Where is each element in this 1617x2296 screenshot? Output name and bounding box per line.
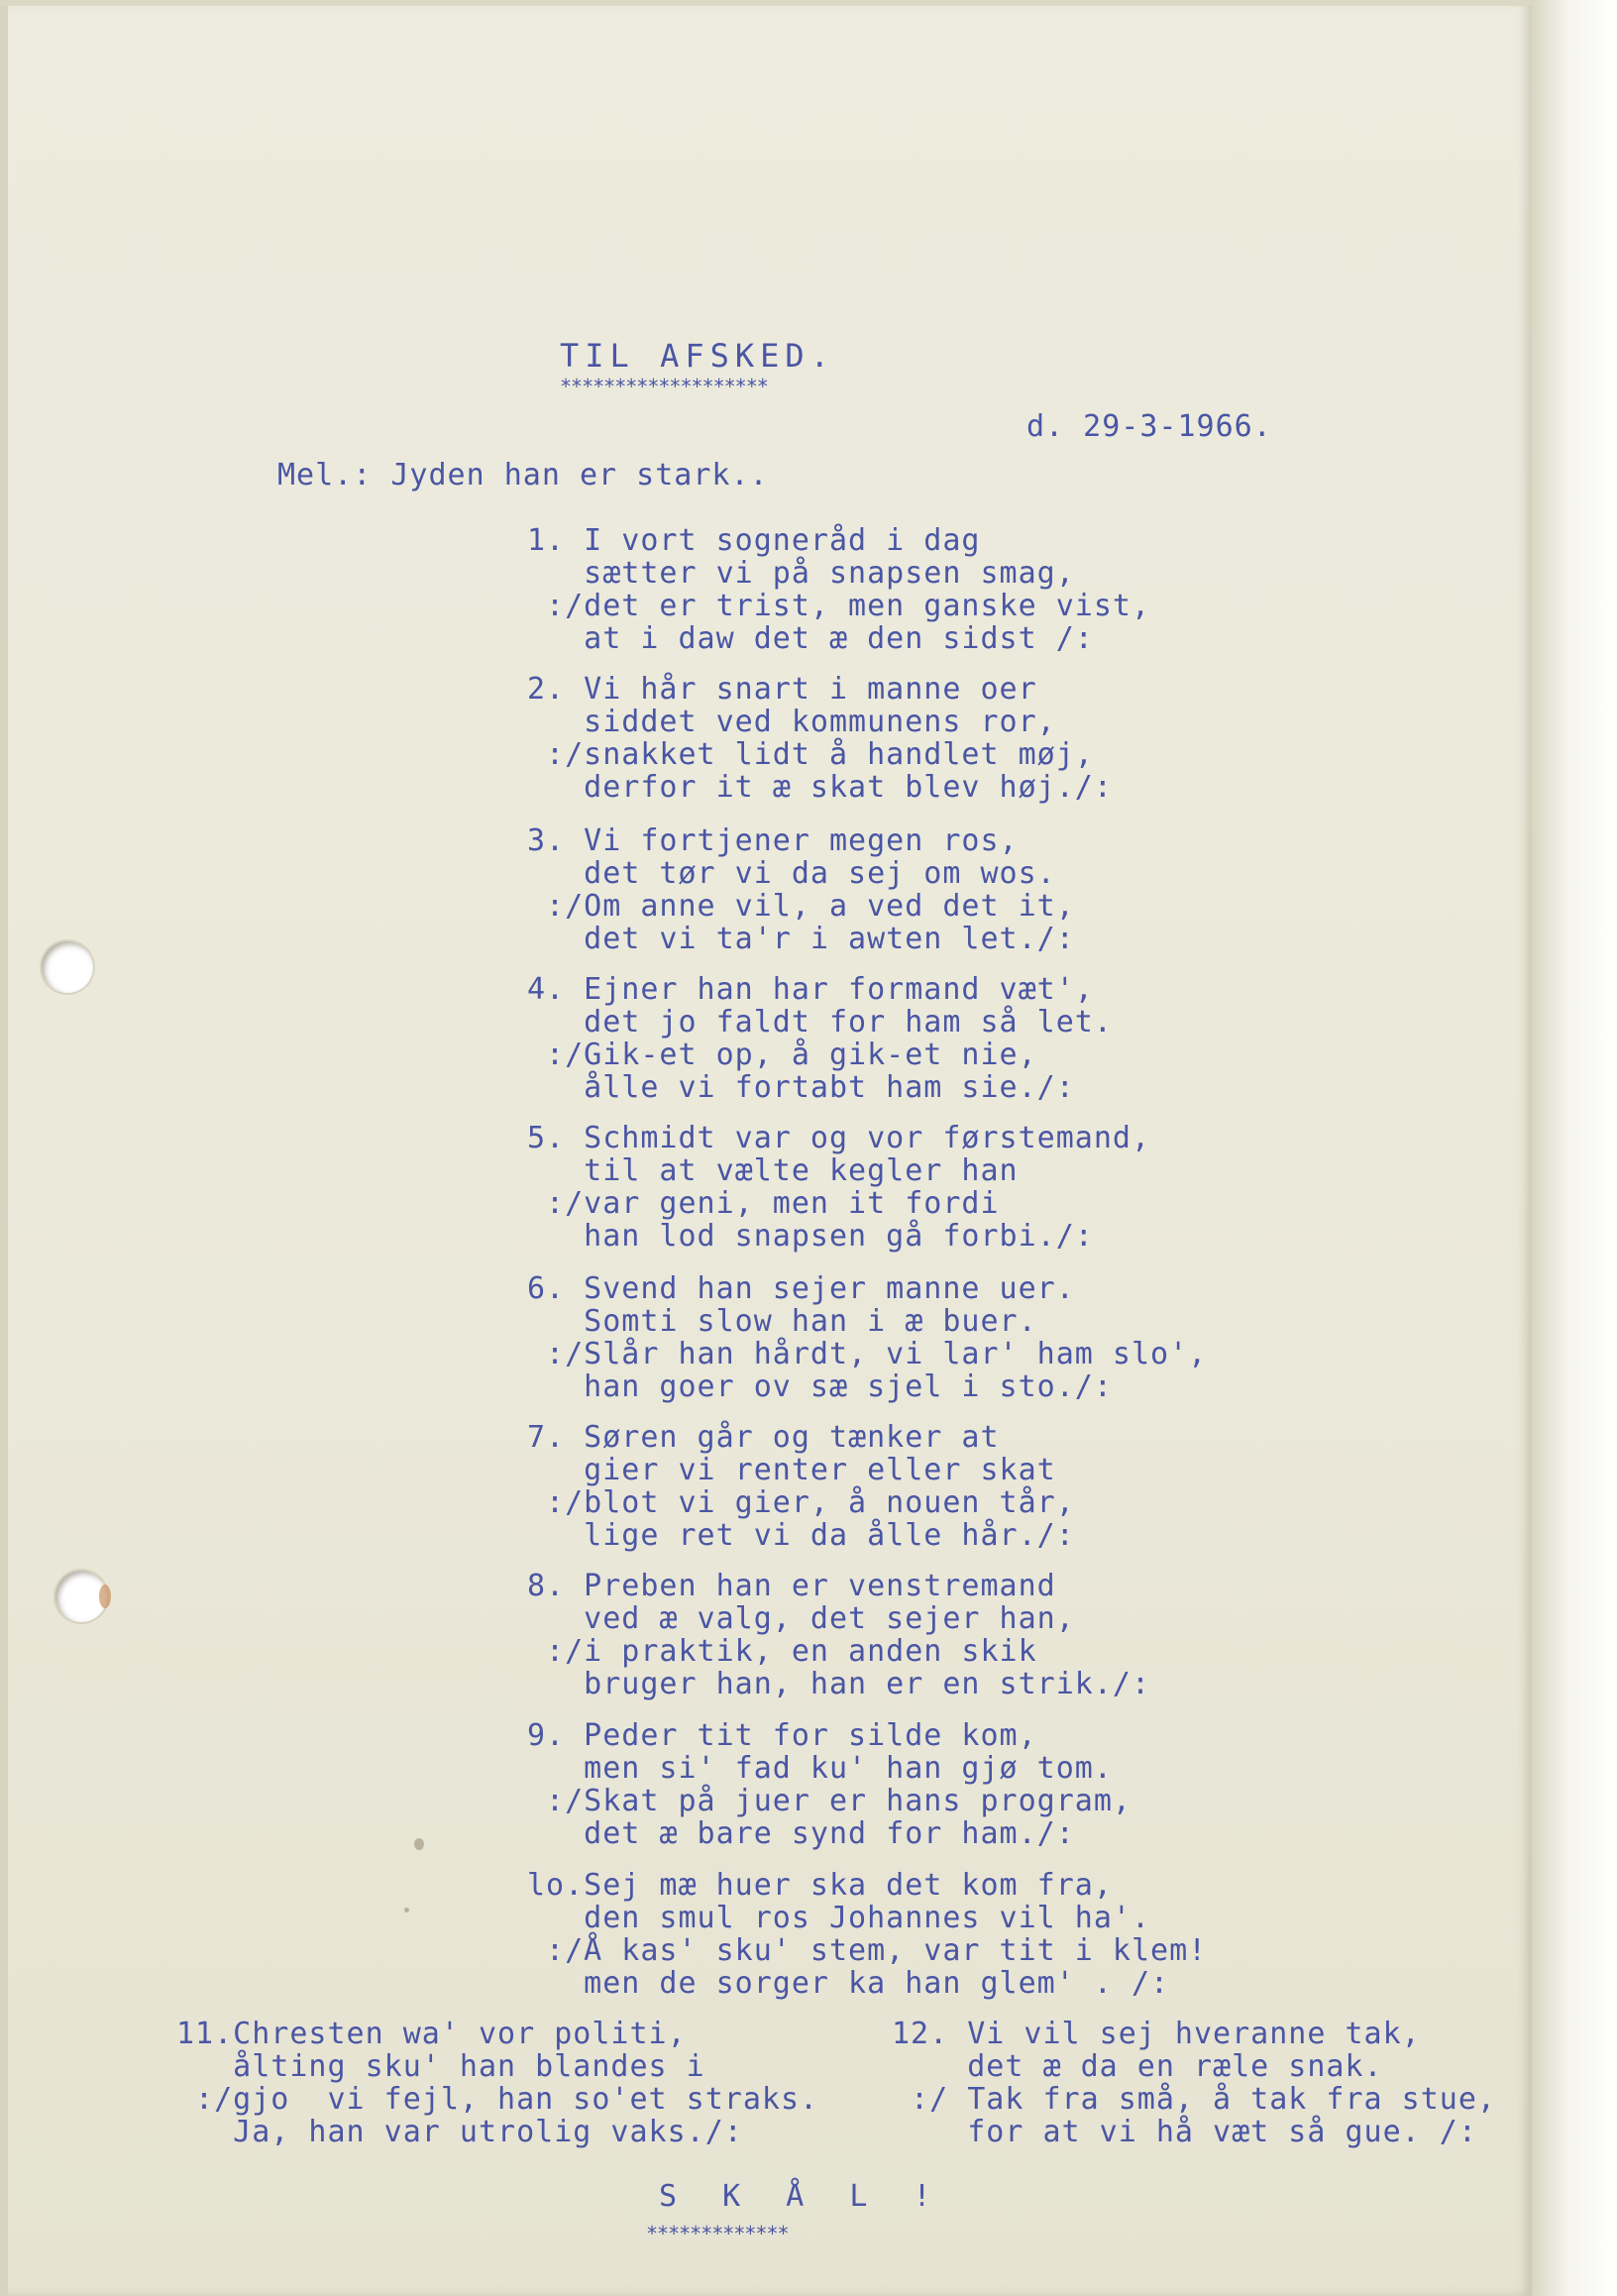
verse-line: 9. Peder tit for silde kom, (527, 1718, 1037, 1753)
verse-line: :/ Tak fra små, å tak fra stue, (892, 2082, 1496, 2117)
verse-line: derfor it æ skat blev høj./: (527, 770, 1113, 805)
verse-line: lige ret vi da ålle hår./: (527, 1518, 1075, 1553)
verse-line: gier vi renter eller skat (527, 1453, 1056, 1487)
verse-line: :/Om anne vil, a ved det it, (527, 889, 1075, 924)
verse-line: ved æ valg, det sejer han, (527, 1601, 1075, 1636)
closing-underline: ************* (646, 2222, 789, 2245)
punch-hole-lower (55, 1571, 107, 1622)
verse-line: :/Å kas' sku' stem, var tit i klem! (527, 1933, 1208, 1968)
verse-line: Ja, han var utrolig vaks./: (176, 2115, 743, 2149)
verse-line: til at vælte kegler han (527, 1153, 1019, 1188)
verse-9 (527, 1719, 1132, 1850)
verse-line: :/Gik-et op, å gik-et nie, (527, 1038, 1037, 1072)
verse-line: 11.Chresten wa' vor politi, (176, 2017, 687, 2051)
verse-line: :/Slår han hårdt, vi lar' ham slo', (527, 1337, 1208, 1371)
verse-line: 12. Vi vil sej hveranne tak, (892, 2017, 1421, 2051)
verse-line: bruger han, han er en strik./: (527, 1667, 1151, 1701)
verse-3 (527, 824, 1075, 955)
closing-toast: S K Å L ! (659, 2179, 945, 2214)
verse-line: sætter vi på snapsen smag, (527, 556, 1075, 591)
verse-line: 3. Vi fortjener megen ros, (527, 823, 1019, 858)
verse-line: :/blot vi gier, å nouen tår, (527, 1485, 1075, 1520)
verse-line: han goer ov sæ sjel i sto./: (527, 1369, 1113, 1404)
document-date: d. 29-3-1966. (1026, 409, 1272, 444)
verse-11 (176, 2018, 818, 2148)
paper-speck (404, 1908, 409, 1913)
title-underline: ******************* (560, 375, 768, 398)
verse-7 (527, 1421, 1075, 1552)
verse-8 (527, 1570, 1150, 1700)
verse-line: :/Skat på juer er hans program, (527, 1784, 1132, 1818)
verse-line: 2. Vi hår snart i manne oer (527, 672, 1037, 707)
verse-line: det jo faldt for ham så let. (527, 1005, 1113, 1039)
verse-line: :/var geni, men it fordi (527, 1186, 1000, 1221)
verse-1 (527, 524, 1150, 655)
melody-line: Mel.: Jyden han er stark.. (277, 458, 769, 492)
verse-line: det vi ta'r i awten let./: (527, 922, 1075, 956)
document-title: TIL AFSKED. (560, 337, 835, 375)
verse-line: at i daw det æ den sidst /: (527, 621, 1094, 656)
verse-line: men si' fad ku' han gjø tom. (527, 1751, 1113, 1786)
verse-12 (892, 2018, 1496, 2148)
scan-border-left (0, 0, 8, 2296)
verse-line: :/i praktik, en anden skik (527, 1634, 1037, 1669)
verse-line: 1. I vort sogneråd i dag (527, 523, 981, 558)
paper-speck (414, 1838, 424, 1850)
verse-line: den smul ros Johannes vil ha'. (527, 1901, 1151, 1935)
verse-line: ålting sku' han blandes i (176, 2049, 705, 2084)
verse-6 (527, 1272, 1207, 1403)
verse-line: 8. Preben han er venstremand (527, 1569, 1056, 1603)
verse-line: det æ da en ræle snak. (892, 2049, 1383, 2084)
verse-line: 6. Svend han sejer manne uer. (527, 1271, 1075, 1306)
verse-line: :/gjo vi fejl, han so'et straks. (176, 2082, 819, 2117)
verse-2 (527, 673, 1113, 804)
verse-line: :/det er trist, men ganske vist, (527, 589, 1151, 623)
verse-line: lo.Sej mæ huer ska det kom fra, (527, 1868, 1113, 1903)
verse-line: 5. Schmidt var og vor førstemand, (527, 1121, 1151, 1155)
paper-edge (1532, 0, 1617, 2296)
verse-line: det tør vi da sej om wos. (527, 856, 1056, 891)
verse-line: for at vi hå væt så gue. /: (892, 2115, 1477, 2149)
verse-line: ålle vi fortabt ham sie./: (527, 1070, 1075, 1105)
verse-line: :/snakket lidt å handlet møj, (527, 737, 1094, 772)
verse-5 (527, 1122, 1150, 1253)
scan-border-top (0, 0, 1532, 6)
punch-hole-upper (42, 941, 93, 993)
verse-10 (527, 1869, 1207, 2000)
verse-line: det æ bare synd for ham./: (527, 1816, 1075, 1851)
verse-line: siddet ved kommunens ror, (527, 705, 1056, 739)
verse-4 (527, 973, 1113, 1104)
verse-line: 7. Søren går og tænker at (527, 1420, 1000, 1455)
verse-line: Somti slow han i æ buer. (527, 1304, 1037, 1339)
verse-line: 4. Ejner han har formand væt', (527, 972, 1094, 1007)
verse-line: men de sorger ka han glem' . /: (527, 1966, 1170, 2001)
verse-line: han lod snapsen gå forbi./: (527, 1219, 1094, 1254)
